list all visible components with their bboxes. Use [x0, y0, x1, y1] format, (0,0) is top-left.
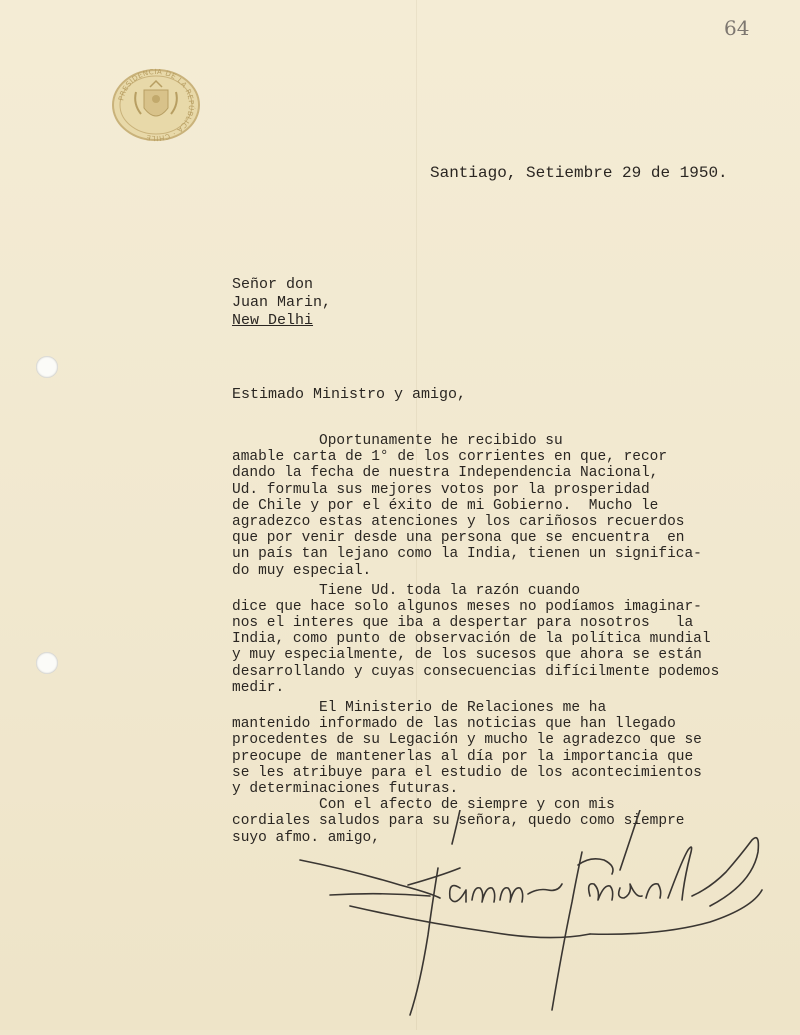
- recipient-address: [232, 276, 331, 330]
- paragraph: [232, 433, 719, 579]
- text-line: do muy especial.: [232, 562, 372, 579]
- date-line: Santiago, Setiembre 29 de 1950.: [430, 164, 728, 182]
- text-line: cordiales saludos para su señora, quedo como siempre: [232, 813, 685, 830]
- text-line: Oportunamente he recibido su: [232, 433, 563, 449]
- text-line: Ud. formula sus mejores votos por la prosperidad: [232, 481, 650, 498]
- text-line: Tiene Ud. toda la razón cuando: [232, 582, 581, 599]
- seal-text: PRESIDENCIA DE LA REPÚBLICA · CHILE: [117, 68, 196, 142]
- text-line: Con el afecto de siempre y con mis: [232, 797, 615, 814]
- presidential-seal: [111, 68, 201, 142]
- punch-hole-top: [36, 356, 58, 378]
- punch-hole-bottom: [36, 652, 58, 674]
- paragraph: [232, 700, 719, 797]
- salutation: Estimado Ministro y amigo,: [232, 386, 467, 403]
- text-line: de Chile y por el éxito de mi Gobierno. Mucho le: [232, 497, 659, 514]
- text-line: que por venir desde una persona que se encuentra en: [232, 530, 685, 547]
- text-line: medir.: [232, 679, 285, 696]
- text-line: agradezco estas atenciones y los cariñosos recuerdos: [232, 513, 685, 530]
- text-line: preocupe de mantenerlas al día por la importancia que: [232, 748, 694, 765]
- text-line: mantenido informado de las noticias que han llegado: [232, 716, 676, 733]
- paragraph: [232, 583, 719, 696]
- text-line: y muy especialmente, de los sucesos que ahora se están: [232, 647, 702, 664]
- text-line: amable carta de 1° de los corrientes en que, recor: [232, 449, 668, 466]
- text-line: nos el interes que iba a despertar para nosotros la: [232, 615, 694, 632]
- text-line: El Ministerio de Relaciones me ha: [232, 700, 607, 716]
- text-line: desarrollando y cuyas consecuencias difícilmente podemos: [232, 663, 720, 680]
- text-line: suyo afmo. amigo,: [232, 829, 380, 846]
- text-line: India, como punto de observación de la política mundial: [232, 631, 711, 648]
- text-line: dice que hace solo algunos meses no podíamos imaginar-: [232, 598, 702, 615]
- text-line: procedentes de su Legación y mucho le agradezco que se: [232, 732, 702, 749]
- page-number: 64: [724, 16, 750, 40]
- text-line: y determinaciones futuras.: [232, 780, 459, 797]
- letter-body: [232, 433, 719, 846]
- text-line: dando la fecha de nuestra Independencia Nacional,: [232, 465, 659, 482]
- recipient-name: Juan Marin,: [232, 294, 332, 311]
- recipient-city: New Delhi: [232, 312, 314, 329]
- handwritten-signature: [290, 810, 790, 1030]
- recipient-title: Señor don: [232, 276, 314, 293]
- text-line: un país tan lejano como la India, tienen un significa-: [232, 546, 702, 563]
- text-line: se les atribuye para el estudio de los acontecimientos: [232, 764, 702, 781]
